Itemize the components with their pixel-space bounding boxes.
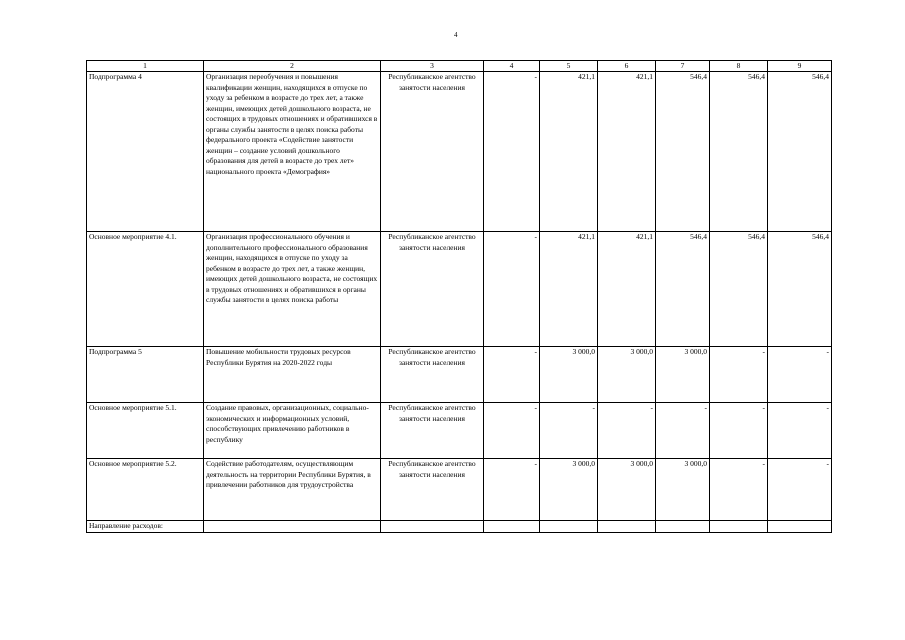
value-cell: 3 000,0 <box>540 459 598 521</box>
value-cell: - <box>484 403 540 459</box>
value-cell: 546,4 <box>768 72 832 232</box>
row-name: Подпрограмма 5 <box>87 347 204 403</box>
row-executor: Республиканское агентство занятости населения <box>381 403 484 459</box>
table-row <box>87 347 832 403</box>
row-description: Организация профессионального обучения и дополнительного профессионального образования женщин, находящихся в отпуске по уходу за ребенком в возрасте до трех лет, а также женщин, имеющих детей дошкольного возраста, не состоящих в трудовых отношениях и обратившихся в органы службы занятости в целях поиска работы <box>204 232 381 347</box>
value-cell: 421,1 <box>540 232 598 347</box>
row-description: Повышение мобильности трудовых ресурсов Республики Бурятия на 2020-2022 годы <box>204 347 381 403</box>
value-cell: - <box>710 347 768 403</box>
header-cell: 1 <box>87 61 204 72</box>
value-cell: - <box>484 72 540 232</box>
header-cell: 8 <box>710 61 768 72</box>
header-cell: 6 <box>598 61 656 72</box>
row-description: Создание правовых, организационных, социально-экономических и информационных условий, способствующих привлечению работников в республику <box>204 403 381 459</box>
value-cell: - <box>710 459 768 521</box>
value-cell: - <box>768 403 832 459</box>
value-cell <box>768 521 832 533</box>
row-executor <box>381 521 484 533</box>
header-cell: 9 <box>768 61 832 72</box>
header-row <box>87 61 832 72</box>
value-cell: 421,1 <box>540 72 598 232</box>
table-row <box>87 403 832 459</box>
value-cell: - <box>768 347 832 403</box>
table-row <box>87 459 832 521</box>
value-cell: 546,4 <box>710 72 768 232</box>
value-cell: 421,1 <box>598 232 656 347</box>
header-cell: 3 <box>381 61 484 72</box>
value-cell: - <box>484 232 540 347</box>
value-cell: 3 000,0 <box>540 347 598 403</box>
value-cell: 546,4 <box>656 72 710 232</box>
value-cell: - <box>598 403 656 459</box>
value-cell: - <box>768 459 832 521</box>
row-executor: Республиканское агентство занятости населения <box>381 72 484 232</box>
value-cell: - <box>484 459 540 521</box>
row-executor: Республиканское агентство занятости населения <box>381 459 484 521</box>
value-cell <box>598 521 656 533</box>
value-cell: 421,1 <box>598 72 656 232</box>
value-cell: 546,4 <box>710 232 768 347</box>
value-cell: - <box>656 403 710 459</box>
value-cell: 546,4 <box>768 232 832 347</box>
page-number: 4 <box>454 31 458 39</box>
row-name: Основное мероприятие 5.2. <box>87 459 204 521</box>
row-name: Подпрограмма 4 <box>87 72 204 232</box>
row-executor: Республиканское агентство занятости населения <box>381 347 484 403</box>
header-cell: 4 <box>484 61 540 72</box>
value-cell <box>656 521 710 533</box>
value-cell <box>540 521 598 533</box>
row-description <box>204 521 381 533</box>
header-cell: 2 <box>204 61 381 72</box>
header-cell: 5 <box>540 61 598 72</box>
value-cell: - <box>710 403 768 459</box>
row-description: Организация переобучения и повышения квалификации женщин, находящихся в отпуске по уходу за ребенком в возрасте до трех лет, а также женщин, имеющих детей дошкольного возраста, не состоящих в трудовых отношениях и обратившихся в органы службы занятости в целях поиска работы федерального проекта «Содействие занятости женщин – создание условий дошкольного образования для детей в возрасте до трех лет» национального проекта «Демография» <box>204 72 381 232</box>
row-description: Содействие работодателям, осуществляющим деятельность на территории Республики Бурятия, в привлечении работников для трудоустройства <box>204 459 381 521</box>
header-cell: 7 <box>656 61 710 72</box>
value-cell: 3 000,0 <box>656 459 710 521</box>
row-name: Основное мероприятие 5.1. <box>87 403 204 459</box>
row-name: Основное мероприятие 4.1. <box>87 232 204 347</box>
row-executor: Республиканское агентство занятости населения <box>381 232 484 347</box>
row-name: Направление расходов: <box>87 521 204 533</box>
value-cell <box>484 521 540 533</box>
value-cell: - <box>540 403 598 459</box>
table-row <box>87 232 832 347</box>
value-cell: 3 000,0 <box>598 347 656 403</box>
table-row <box>87 521 832 533</box>
budget-table <box>86 60 832 533</box>
value-cell: - <box>484 347 540 403</box>
value-cell <box>710 521 768 533</box>
table-row <box>87 72 832 232</box>
value-cell: 3 000,0 <box>656 347 710 403</box>
value-cell: 546,4 <box>656 232 710 347</box>
value-cell: 3 000,0 <box>598 459 656 521</box>
